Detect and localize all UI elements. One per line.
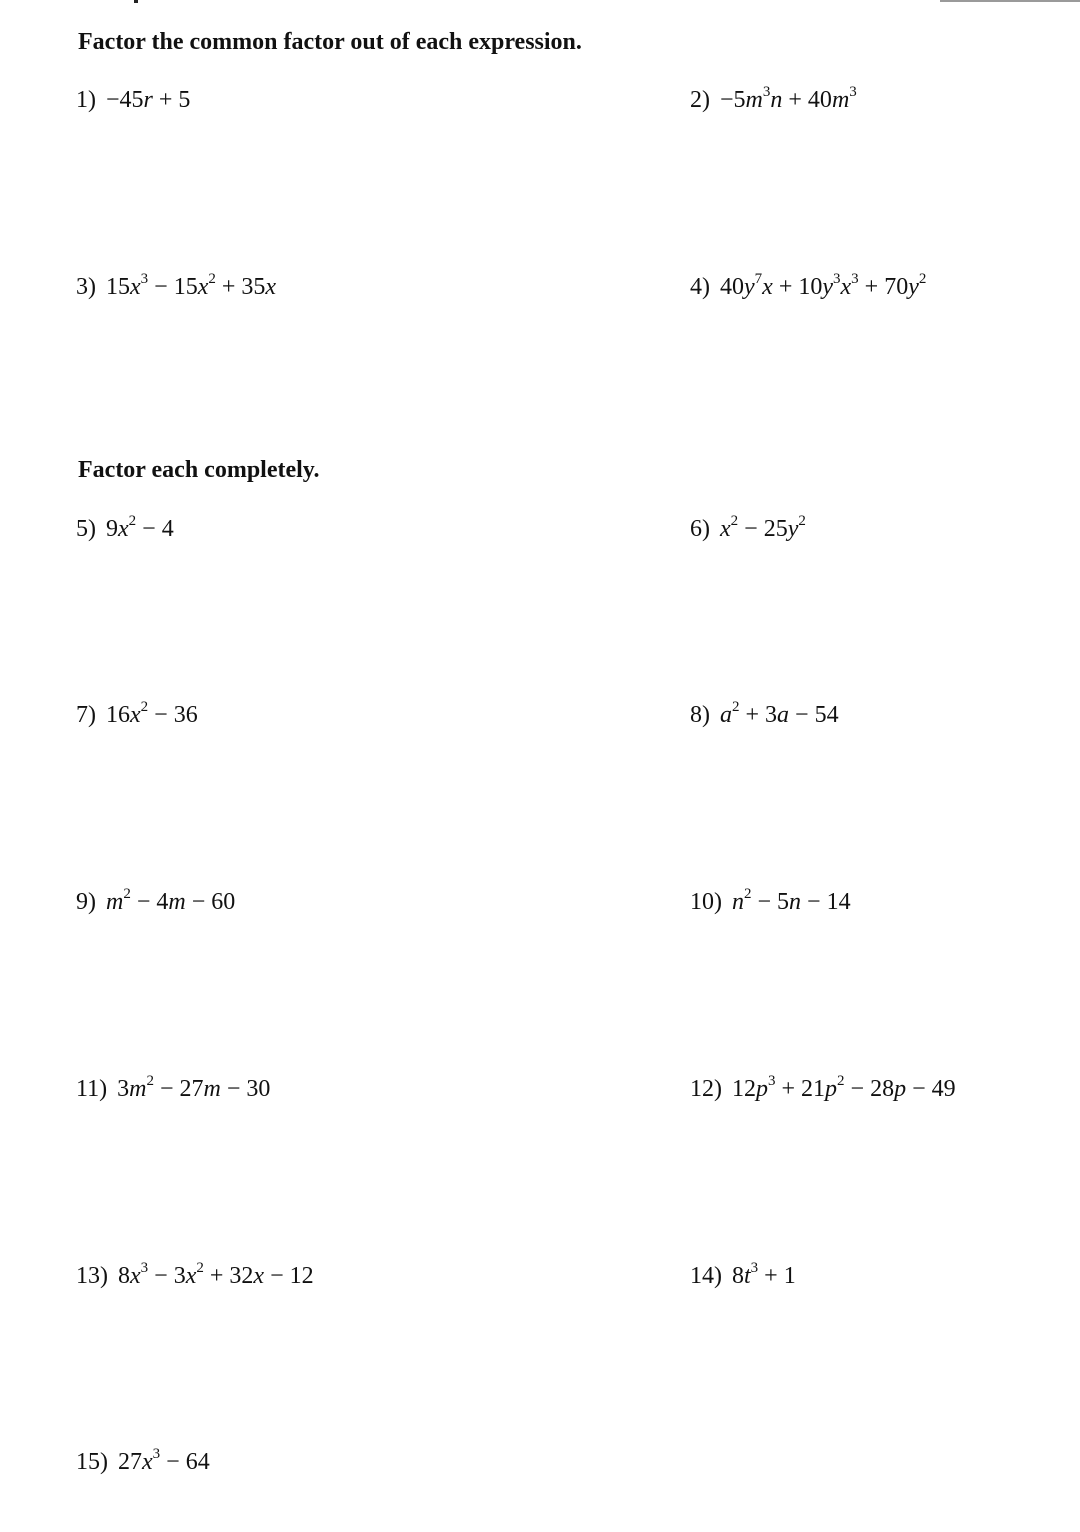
problem-expression: $8x^3 - 3x^2 + 32x - 12$ — [118, 1260, 314, 1289]
problem-1 — [76, 88, 190, 112]
problem-number: 1) — [76, 87, 96, 113]
problem-14 — [690, 1260, 796, 1289]
problem-number: 2) — [690, 87, 710, 113]
problem-11 — [76, 1073, 271, 1102]
problem-expression: $15x^3 - 15x^2 + 35x$ — [106, 271, 277, 300]
problem-12 — [690, 1073, 956, 1102]
problem-5 — [76, 513, 174, 542]
problem-6 — [690, 513, 806, 542]
problem-expression: $12p^3 + 21p^2 - 28p - 49$ — [732, 1073, 956, 1102]
problem-expression: $40y^7x + 10y^3x^3 + 70y^2$ — [720, 271, 927, 300]
problem-expression: $8t^3 + 1$ — [732, 1260, 796, 1289]
problem-expression: $m^2 - 4m - 60$ — [106, 886, 236, 915]
problem-expression: $3m^2 - 27m - 30$ — [117, 1073, 271, 1102]
problem-expression: $x^2 - 25y^2$ — [720, 513, 806, 542]
problem-number: 7) — [76, 702, 96, 728]
problem-number: 13) — [76, 1263, 108, 1289]
problem-expression: $9x^2 - 4$ — [106, 513, 174, 542]
problem-expression: $16x^2 - 36$ — [106, 699, 198, 728]
problem-4 — [690, 271, 927, 300]
section-heading-common-factor: Factor the common factor out of each expression. — [78, 29, 582, 55]
problem-number: 10) — [690, 889, 722, 915]
problem-number: 15) — [76, 1449, 108, 1475]
problem-3 — [76, 271, 277, 300]
problem-expression: $a^2 + 3a - 54$ — [720, 699, 839, 728]
problem-number: 12) — [690, 1076, 722, 1102]
problem-9 — [76, 886, 236, 915]
problem-8 — [690, 699, 839, 728]
problem-2 — [690, 84, 857, 113]
problem-number: 14) — [690, 1263, 722, 1289]
top-divider — [940, 0, 1080, 2]
problem-expression: $n^2 - 5n - 14$ — [732, 886, 851, 915]
problem-number: 5) — [76, 516, 96, 542]
top-edge-mark — [134, 0, 138, 3]
problem-number: 6) — [690, 516, 710, 542]
problem-number: 9) — [76, 889, 96, 915]
problem-number: 11) — [76, 1076, 108, 1102]
problem-number: 3) — [76, 274, 96, 300]
problem-expression: −45r + 5 — [106, 87, 191, 113]
problem-13 — [76, 1260, 314, 1289]
problem-number: 8) — [690, 702, 710, 728]
problem-7 — [76, 699, 198, 728]
problem-expression: $-5m^3n + 40m^3$ — [720, 84, 857, 113]
problem-10 — [690, 886, 851, 915]
problem-number: 4) — [690, 274, 710, 300]
problem-expression: $27x^3 - 64$ — [118, 1446, 210, 1475]
problem-15 — [76, 1446, 210, 1475]
section-heading-factor-completely: Factor each completely. — [78, 457, 320, 483]
